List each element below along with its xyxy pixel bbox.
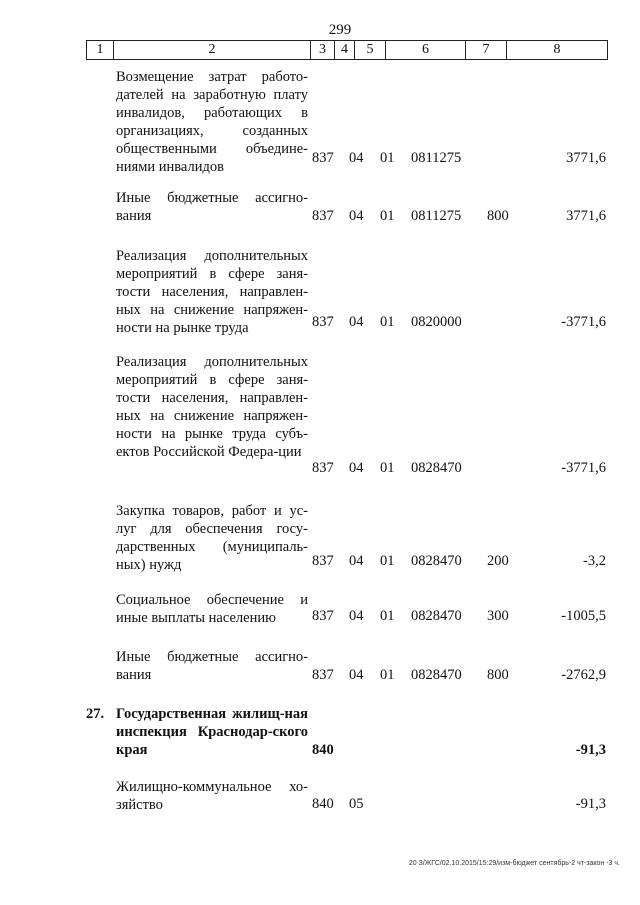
- row-description: Иные бюджетные ассигно-вания: [116, 190, 308, 224]
- row-amount: 3771,6: [566, 150, 606, 166]
- row-amount: -1005,5: [561, 608, 606, 624]
- row-amount: -91,3: [575, 796, 606, 812]
- row-vr: 200: [487, 553, 509, 569]
- row-rz: 04: [349, 667, 364, 683]
- row-description: Жилищно-коммунальное хо-зяйство: [116, 779, 308, 813]
- document-footer: 20 З/ЖГС/02.10.2015/15:29/изм-бюджет сентябрь-2 чт-закон -3 ч.: [408, 860, 620, 867]
- row-amount: -2762,9: [561, 667, 606, 683]
- row-ved: 837: [312, 460, 334, 476]
- row-pr: 01: [380, 553, 395, 569]
- section-description: Государственная жилищ-ная инспекция Краснодар-ского края: [116, 706, 308, 758]
- section-amount: -91,3: [575, 742, 606, 758]
- header-col-8: 8: [507, 41, 608, 60]
- row-ved: 837: [312, 667, 334, 683]
- row-ved: 837: [312, 608, 334, 624]
- row-vr: 300: [487, 608, 509, 624]
- row-description: Социальное обеспечение и иные выплаты населению: [116, 592, 308, 626]
- header-col-3: 3: [311, 41, 335, 60]
- section-ved: 840: [312, 742, 334, 758]
- row-rz: 04: [349, 150, 364, 166]
- row-ved: 837: [312, 553, 334, 569]
- row-csr: 0828470: [411, 608, 462, 624]
- row-amount: -3771,6: [561, 460, 606, 476]
- row-description: Закупка товаров, работ и ус-луг для обеспечения госу-дарственных (муниципаль-ных) нужд: [116, 503, 308, 573]
- row-pr: 01: [380, 150, 395, 166]
- header-col-7: 7: [466, 41, 507, 60]
- row-ved: 837: [312, 150, 334, 166]
- row-csr: 0820000: [411, 314, 462, 330]
- row-description: Возмещение затрат работо-дателей на заработную плату инвалидов, работающих в организациях, созданных общественными объедине-ниями инвалидов: [116, 69, 308, 175]
- row-ved: 837: [312, 314, 334, 330]
- row-rz: 04: [349, 553, 364, 569]
- header-col-2: 2: [114, 41, 311, 60]
- row-csr: 0828470: [411, 460, 462, 476]
- row-rz: 04: [349, 314, 364, 330]
- row-rz: 04: [349, 460, 364, 476]
- section-number: 27.: [86, 706, 105, 722]
- row-description: Реализация дополнительных мероприятий в сфере заня-тости населения, направлен-ных на снижение напряжен-ности на рынке труда: [116, 248, 308, 336]
- row-ved: 837: [312, 208, 334, 224]
- header-col-4: 4: [335, 41, 355, 60]
- row-amount: -3771,6: [561, 314, 606, 330]
- page-number: 299: [328, 22, 352, 38]
- header-col-1: 1: [87, 41, 114, 60]
- row-amount: -3,2: [583, 553, 606, 569]
- row-ved: 840: [312, 796, 334, 812]
- row-pr: 01: [380, 314, 395, 330]
- row-vr: 800: [487, 208, 509, 224]
- row-vr: 800: [487, 667, 509, 683]
- row-csr: 0828470: [411, 667, 462, 683]
- row-csr: 0811275: [411, 150, 462, 166]
- row-csr: 0811275: [411, 208, 462, 224]
- row-pr: 01: [380, 667, 395, 683]
- row-rz: 04: [349, 608, 364, 624]
- row-pr: 01: [380, 460, 395, 476]
- row-pr: 01: [380, 608, 395, 624]
- row-amount: 3771,6: [566, 208, 606, 224]
- row-rz: 05: [349, 796, 364, 812]
- header-col-6: 6: [386, 41, 466, 60]
- column-header-table: [86, 40, 608, 60]
- row-description: Реализация дополнительных мероприятий в сфере заня-тости населения, направлен-ных на снижение напряжен-ности на рынке труда субъ-ектов Российской Федера-ции: [116, 354, 308, 460]
- row-rz: 04: [349, 208, 364, 224]
- row-pr: 01: [380, 208, 395, 224]
- row-csr: 0828470: [411, 553, 462, 569]
- row-description: Иные бюджетные ассигно-вания: [116, 649, 308, 683]
- header-col-5: 5: [355, 41, 386, 60]
